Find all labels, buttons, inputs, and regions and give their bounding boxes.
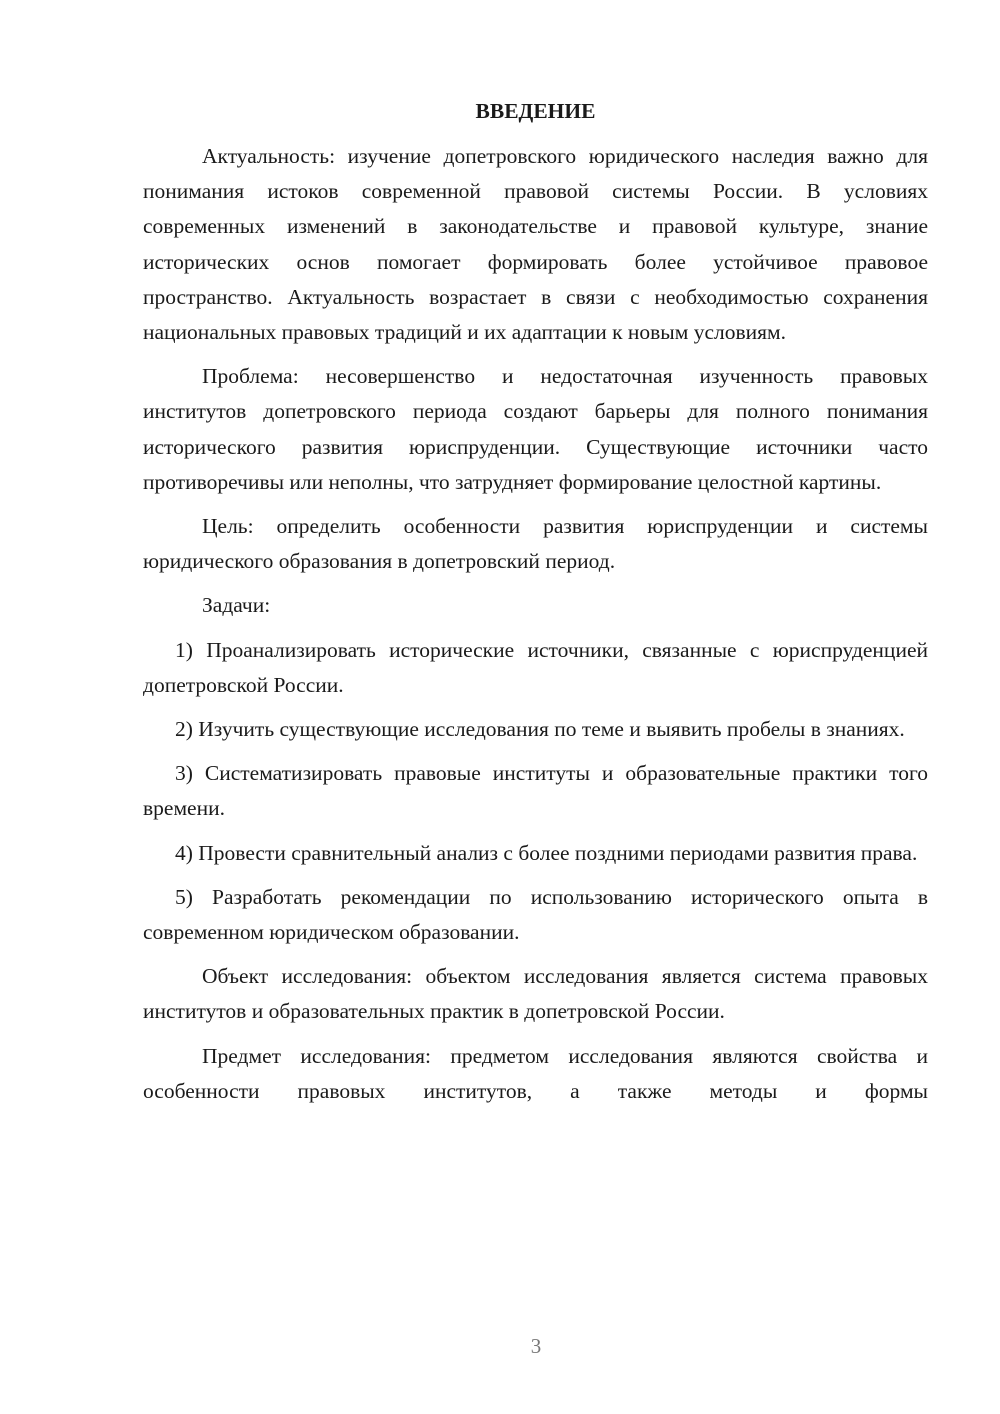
- tasks-label: Задачи:: [202, 593, 271, 618]
- task-item: 5) Разработать рекомендации по использованию исторического опыта в современном юридическом образовании.: [143, 884, 928, 945]
- goal-paragraph: Цель: определить особенности развития юриспруденции и системы юридического образования в допетровский период.: [143, 514, 928, 574]
- task-item: 2) Изучить существующие исследования по теме и выявить пробелы в знаниях.: [175, 717, 905, 742]
- subject-paragraph: Предмет исследования: предметом исследования являются свойства и особенности правовых институтов, а также методы и формы: [143, 1043, 928, 1103]
- object-paragraph: Объект исследования: объектом исследования является система правовых институтов и образовательных практик в допетровской России.: [143, 964, 928, 1024]
- relevance-paragraph: Актуальность: изучение допетровского юридического наследия важно для понимания истоков современной правовой системы России. В условиях современных изменений в законодательстве и правовой культуре, знание исторических основ помогает формировать более устойчивое правовое пространство. Актуальность возрастает в связи с необходимостью сохранения национальных правовых традиций и их адаптации к новым условиям.: [143, 144, 928, 345]
- problem-paragraph: Проблема: несовершенство и недостаточная изученность правовых институтов допетровского периода создают барьеры для полного понимания исторического развития юриспруденции. Существующие источники часто противоречивы или неполны, что затрудняет формирование целостной картины.: [143, 364, 928, 494]
- page-number: 3: [530, 1334, 542, 1358]
- task-item: 1) Проанализировать исторические источники, связанные с юриспруденцией допетровской России.: [143, 637, 928, 697]
- task-item: 3) Систематизировать правовые институты и образовательные практики того времени.: [143, 761, 928, 821]
- task-item: 4) Провести сравнительный анализ с более поздними периодами развития права.: [175, 840, 918, 865]
- document-page: [143, 95, 928, 1118]
- section-heading: ВВЕДЕНИЕ: [475, 99, 596, 123]
